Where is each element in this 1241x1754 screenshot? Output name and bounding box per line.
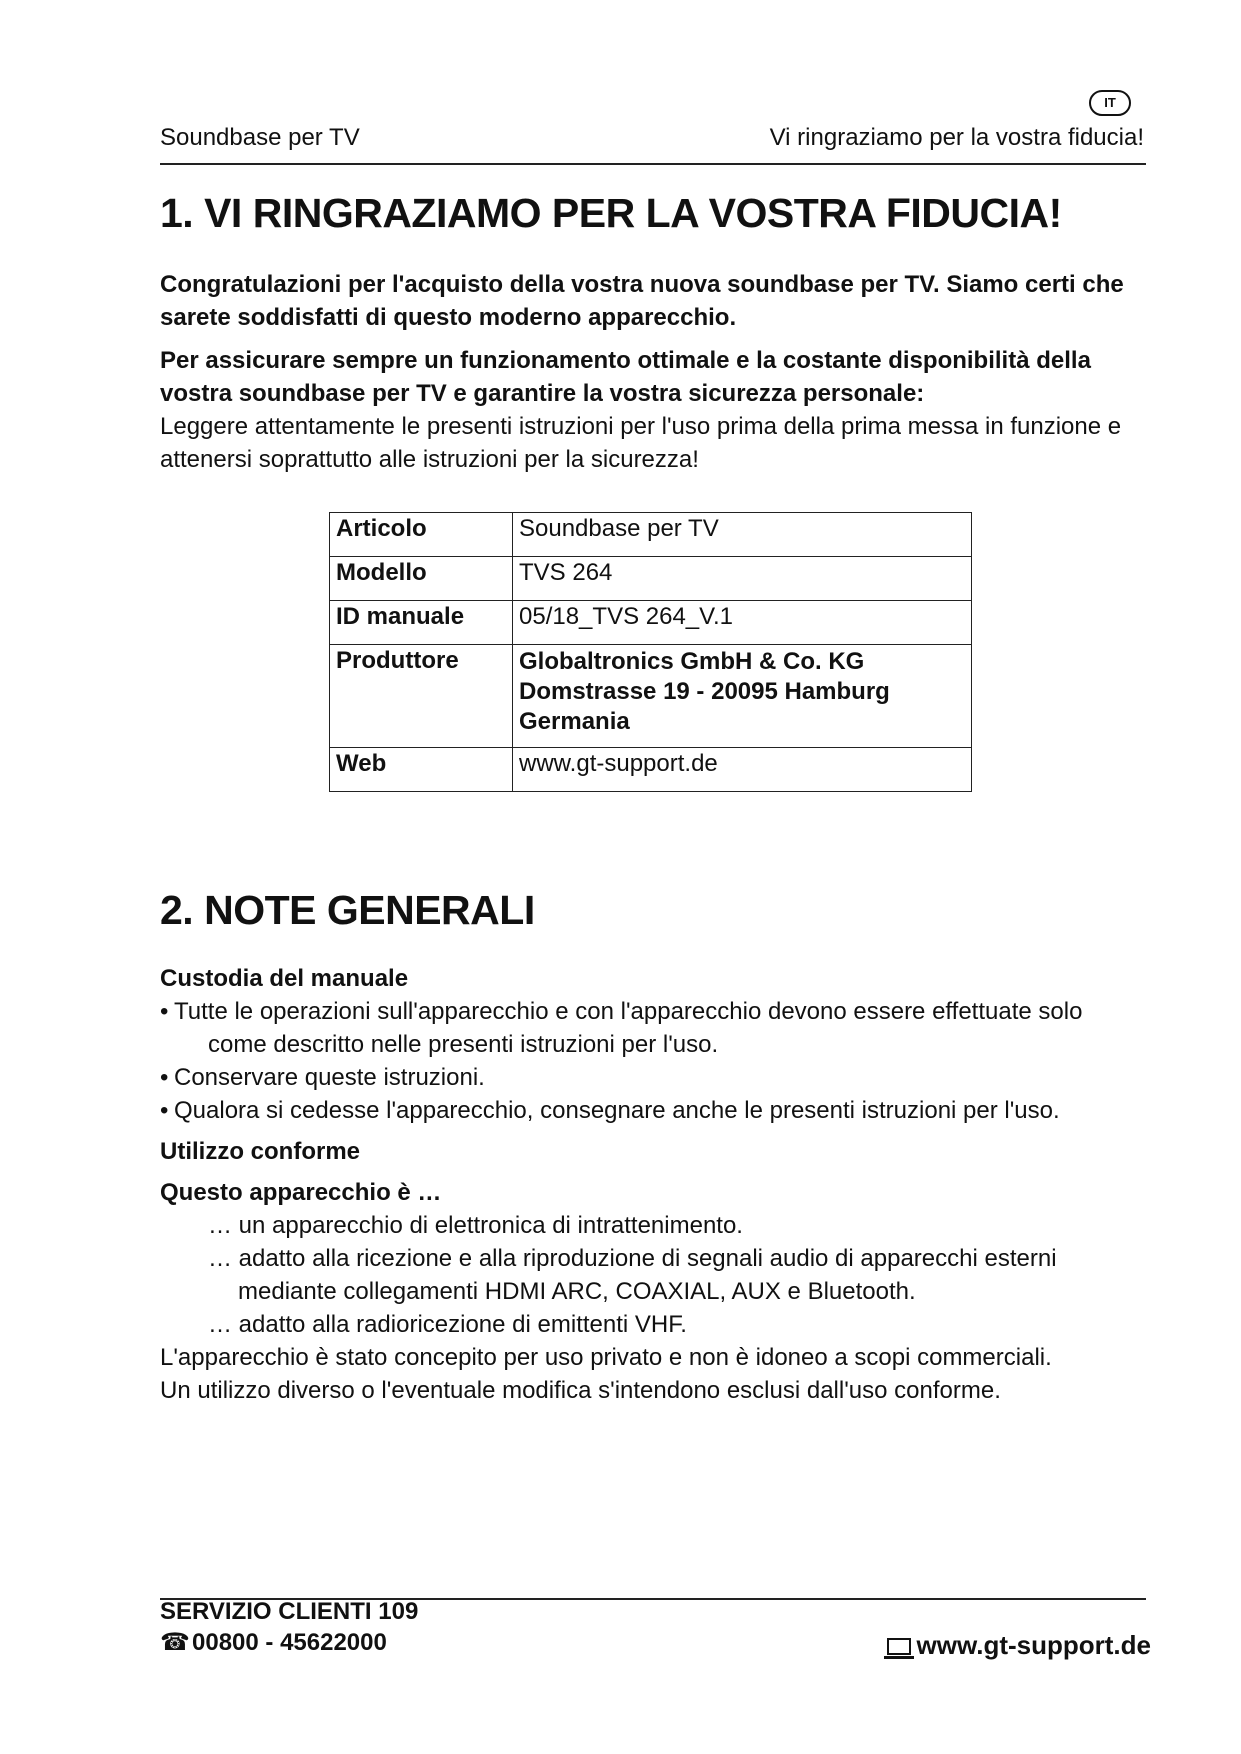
language-badge: IT <box>1089 90 1131 116</box>
footer-service: SERVIZIO CLIENTI 109 <box>160 1598 419 1625</box>
spec-value: TVS 264 <box>513 557 972 601</box>
manufacturer-line: Globaltronics GmbH & Co. KG <box>519 648 865 675</box>
footer-web <box>887 1630 1151 1661</box>
header-left: Soundbase per TV <box>160 124 360 151</box>
closing-text-1: L'apparecchio è stato concepito per uso privato e non è idoneo a scopi commerciali. <box>160 1344 1052 1371</box>
table-row <box>330 748 972 792</box>
intro-text: Leggere attentamente le presenti istruzioni per l'uso prima della prima messa in funzione e attenersi soprattutto alle istruzioni per la sicurezza! <box>160 413 1122 473</box>
closing-text-2: Un utilizzo diverso o l'eventuale modifica s'intendono esclusi dall'uso conforme. <box>160 1377 1001 1404</box>
list-item: … adatto alla ricezione e alla riproduzione di segnali audio di apparecchi esterni mediante collegamenti HDMI ARC, COAXIAL, AUX e Bluetooth. <box>208 1245 1057 1305</box>
header-rule <box>160 163 1146 165</box>
footer-web-link[interactable]: www.gt-support.de <box>916 1630 1151 1660</box>
spacer <box>160 1168 1146 1176</box>
section-1-title: 1. VI RINGRAZIAMO PER LA VOSTRA FIDUCIA! <box>160 190 1062 236</box>
footer-phone <box>160 1628 387 1657</box>
spec-value: Soundbase per TV <box>513 513 972 557</box>
spec-key: Modello <box>330 557 513 601</box>
questo-title: Questo apparecchio è … <box>160 1179 442 1206</box>
spec-key: Produttore <box>330 645 513 748</box>
spec-value: 05/18_TVS 264_V.1 <box>513 601 972 645</box>
intro <box>160 268 1146 486</box>
section-2-body <box>160 962 1146 1407</box>
table-row <box>330 557 972 601</box>
spec-key: Web <box>330 748 513 792</box>
list-item <box>160 1094 1146 1127</box>
header-right: Vi ringraziamo per la vostra fiducia! <box>769 124 1144 151</box>
list-item-text: Qualora si cedesse l'apparecchio, consegnare anche le presenti istruzioni per l'uso. <box>174 1097 1060 1124</box>
spec-value-manufacturer <box>513 645 972 748</box>
spec-table <box>329 512 972 792</box>
list-item-text: Tutte le operazioni sull'apparecchio e con l'apparecchio devono essere effettuate solo come descritto nelle presenti istruzioni per l'uso. <box>174 998 1083 1058</box>
table-row <box>330 645 972 748</box>
table-row <box>330 601 972 645</box>
spec-key: ID manuale <box>330 601 513 645</box>
running-header <box>160 124 1146 154</box>
telephone-icon: ☎ <box>160 1629 190 1656</box>
list-item: … un apparecchio di elettronica di intrattenimento. <box>208 1212 743 1239</box>
page <box>160 0 1151 1754</box>
custodia-title: Custodia del manuale <box>160 965 409 992</box>
list-item <box>160 995 1146 1061</box>
manufacturer-line: Domstrasse 19 - 20095 Hamburg <box>519 678 890 705</box>
laptop-icon <box>887 1638 911 1655</box>
section-2-title: 2. NOTE GENERALI <box>160 887 535 933</box>
bullet: • <box>160 998 169 1025</box>
intro-bold-1: Congratulazioni per l'acquisto della vostra nuova soundbase per TV. Siamo certi che sarete soddisfatti di questo moderno apparecchio. <box>160 271 1124 331</box>
bullet: • <box>160 1097 169 1124</box>
questo-list <box>160 1209 1146 1341</box>
custodia-list <box>160 995 1146 1127</box>
spec-value-web: www.gt-support.de <box>513 748 972 792</box>
table-row <box>330 513 972 557</box>
intro-block <box>160 344 1146 476</box>
spec-key: Articolo <box>330 513 513 557</box>
manufacturer-line: Germania <box>519 708 630 735</box>
list-item: … adatto alla radioricezione di emittenti VHF. <box>208 1311 687 1338</box>
utilizzo-title: Utilizzo conforme <box>160 1138 361 1165</box>
phone-number: 00800 - 45622000 <box>192 1629 387 1656</box>
list-item <box>160 1061 1146 1094</box>
list-item-text: Conservare queste istruzioni. <box>174 1064 485 1091</box>
intro-bold-2: Per assicurare sempre un funzionamento ottimale e la costante disponibilità della vostra soundbase per TV e garantire la vostra sicurezza personale: <box>160 347 1091 407</box>
bullet: • <box>160 1064 169 1091</box>
